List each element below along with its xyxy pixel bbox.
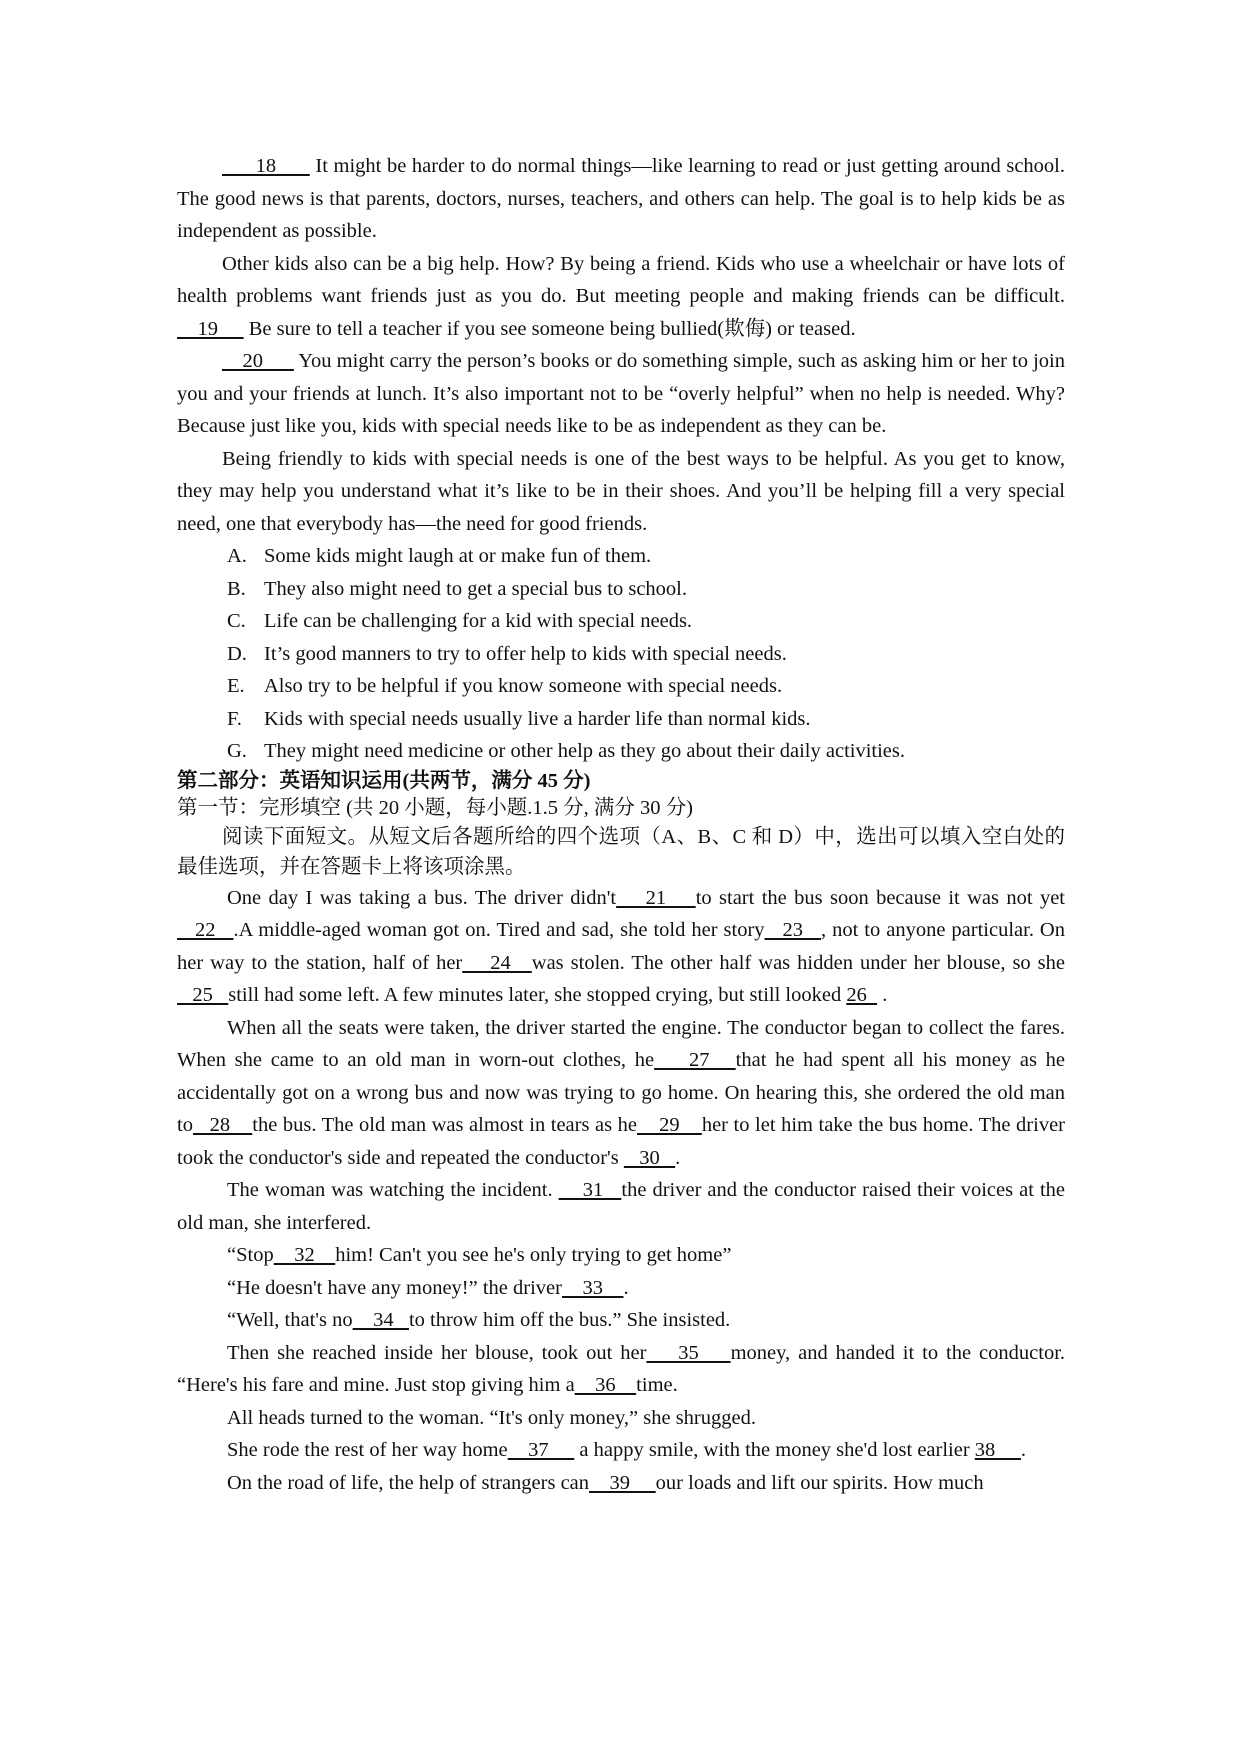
blank-19: 19 — [177, 317, 244, 340]
paragraph-text: still had some left. A few minutes later, she stopped crying, but still looked — [228, 984, 847, 1006]
blank-30: 30 — [623, 1146, 676, 1169]
paragraph-text: to throw him off the bus.” She insisted. — [408, 1309, 731, 1331]
paragraph-text: was stolen. The other half was hidden under her blouse, so she — [531, 951, 1066, 974]
blank-32: 32 — [273, 1244, 336, 1266]
cloze-paragraph-10 — [177, 1467, 1065, 1500]
paragraph-text: . — [623, 1276, 629, 1299]
paragraph-text: Be sure to tell a teacher if you see someone being bullied(欺侮) or teased. — [243, 317, 856, 340]
paragraph-text: . — [675, 1146, 681, 1169]
option-letter: B. — [227, 577, 246, 600]
paragraph-text: a happy smile, with the money she'd lost earlier — [574, 1439, 975, 1461]
paragraph-text: .A middle-aged woman got on. Tired and sad, she told her story — [233, 919, 765, 941]
paragraph-text: On the road of life, the help of strangers can — [227, 1471, 590, 1494]
option-letter: G. — [227, 740, 247, 762]
option-item — [177, 735, 1065, 768]
option-text: Life can be challenging for a kid with special needs. — [264, 610, 693, 632]
paragraph-text: , not to anyone particular. On her way to the station, half of her — [177, 919, 1065, 974]
paragraph-text: . — [877, 984, 888, 1006]
blank-35: 35 — [646, 1341, 731, 1364]
blank-36: 36 — [574, 1374, 637, 1396]
answer-options — [177, 540, 1065, 768]
blank-18: 18 — [222, 155, 310, 177]
paragraph-text: the driver and the conductor raised their voices at the old man, she interfered. — [177, 1179, 1065, 1234]
blank-22: 22 — [177, 919, 234, 941]
paragraph-text: It might be harder to do normal things—like learning to read or just getting around school. The good news is that parents, doctors, nurses, teachers, and others can help. The goal is to help kids be as independent as possible. — [177, 155, 1065, 242]
paragraph-text: to start the bus soon because it was not yet — [695, 886, 1065, 909]
section-one-title: 第一节：完形填空 (共 20 小题，每小题.1.5 分, 满分 30 分) — [177, 796, 693, 819]
blank-33: 33 — [561, 1276, 624, 1299]
paragraph-text: One day I was taking a bus. The driver didn't — [227, 886, 617, 909]
paragraph-text: You might carry the person’s books or do something simple, such as asking him or her to join you and your friends at lunch. It’s also important not to be “overly helpful” when no help is needed. Why? Because just like you, kids with special needs like to be as independent as they can be. — [177, 350, 1066, 437]
blank-25: 25 — [177, 984, 229, 1006]
paragraph-text: money, and handed it to the conductor. “Here's his fare and mine. Just stop giving him a — [177, 1341, 1066, 1396]
option-text: They also might need to get a special bus to school. — [264, 577, 688, 600]
paragraph-text: time. — [636, 1374, 678, 1396]
paragraph-text: The woman was watching the incident. — [227, 1179, 559, 1201]
paragraph-text: the bus. The old man was almost in tears as he — [252, 1114, 637, 1136]
option-text: They might need medicine or other help as they go about their daily activities. — [264, 740, 906, 762]
option-text: Also try to be helpful if you know someone with special needs. — [264, 675, 783, 697]
blank-39: 39 — [589, 1471, 656, 1494]
blank-29: 29 — [636, 1114, 702, 1136]
paragraph-text: She rode the rest of her way home — [227, 1439, 508, 1461]
option-letter: C. — [227, 610, 246, 632]
option-item — [177, 573, 1065, 606]
paragraph-text: . — [1020, 1439, 1027, 1461]
paragraph-19 — [177, 248, 1065, 346]
blank-34: 34 — [352, 1309, 409, 1331]
cloze-paragraph-9 — [177, 1434, 1065, 1467]
cloze-paragraph-2 — [177, 1012, 1065, 1175]
option-text: Kids with special needs usually live a harder life than normal kids. — [264, 707, 811, 730]
paragraph-text: that he had spent all his money as he accidentally got on a wrong bus and now was trying to go home. On hearing this, she ordered the old man to — [177, 1049, 1065, 1136]
paragraph-text: her to let him take the bus home. The driver took the conductor's side and repeated the conductor's — [177, 1114, 1066, 1169]
paragraph-being-friendly: Being friendly to kids with special needs is one of the best ways to be helpful. As you get to know, they may help you understand what it’s like to be in their shoes. And you’ll be helping fill a very special need, one that everybody has—the need for good friends. — [177, 447, 1065, 535]
paragraph-20 — [177, 345, 1065, 443]
option-letter: F. — [227, 707, 242, 730]
paragraph-text: “Stop — [227, 1244, 274, 1266]
paragraph-text: “Well, that's no — [227, 1309, 353, 1331]
cloze-paragraph-4 — [177, 1239, 1065, 1272]
blank-24: 24 — [462, 951, 532, 974]
blank-38: 38 — [974, 1439, 1021, 1461]
blank-27: 27 — [654, 1049, 736, 1071]
paragraph-text: Other kids also can be a big help. How? By being a friend. Kids who use a wheelchair or have lots of health problems want friends just as you do. But meeting people and making friends can be difficult. — [177, 252, 1065, 307]
paragraph-text: “He doesn't have any money!” the driver — [227, 1276, 562, 1299]
cloze-paragraph-3 — [177, 1174, 1065, 1239]
option-item — [177, 703, 1065, 736]
cloze-paragraph-7 — [177, 1337, 1065, 1402]
paragraph-text: Then she reached inside her blouse, took out her — [227, 1341, 647, 1364]
paragraph-text: When all the seats were taken, the driver started the engine. The conductor began to collect the fares. When she came to an old man in worn-out clothes, he — [177, 1016, 1065, 1071]
option-item — [177, 638, 1065, 671]
blank-37: 37 — [507, 1439, 575, 1461]
blank-28: 28 — [192, 1114, 253, 1136]
option-letter: A. — [227, 545, 247, 567]
option-item — [177, 670, 1065, 703]
option-letter: D. — [227, 642, 247, 665]
blank-20: 20 — [222, 350, 294, 372]
blank-21: 21 — [616, 886, 696, 909]
option-text: Some kids might laugh at or make fun of them. — [264, 545, 652, 567]
paragraph-18 — [177, 150, 1065, 248]
part-two-title: 第二部分：英语知识运用(共两节，满分 45 分) — [177, 769, 591, 792]
option-text: It’s good manners to try to offer help to kids with special needs. — [264, 642, 787, 665]
option-letter: E. — [227, 675, 245, 697]
cloze-paragraph-5 — [177, 1272, 1065, 1305]
cloze-paragraph-6 — [177, 1304, 1065, 1337]
paragraph-text: our loads and lift our spirits. How much — [655, 1471, 984, 1494]
instructions: 阅读下面短文。从短文后各题所给的四个选项（A、B、C 和 D）中，选出可以填入空白处的最佳选项，并在答题卡上将该项涂黑。 — [177, 825, 1065, 878]
page-content — [177, 150, 1065, 1499]
blank-23: 23 — [764, 919, 821, 941]
option-item — [177, 540, 1065, 573]
option-item — [177, 605, 1065, 638]
blank-31: 31 — [558, 1179, 622, 1201]
paragraph-text: him! Can't you see he's only trying to get home” — [335, 1244, 732, 1266]
cloze-paragraph-8: All heads turned to the woman. “It's only money,” she shrugged. — [227, 1406, 756, 1429]
cloze-paragraph-1 — [177, 882, 1065, 1012]
blank-26: 26 — [846, 984, 878, 1006]
